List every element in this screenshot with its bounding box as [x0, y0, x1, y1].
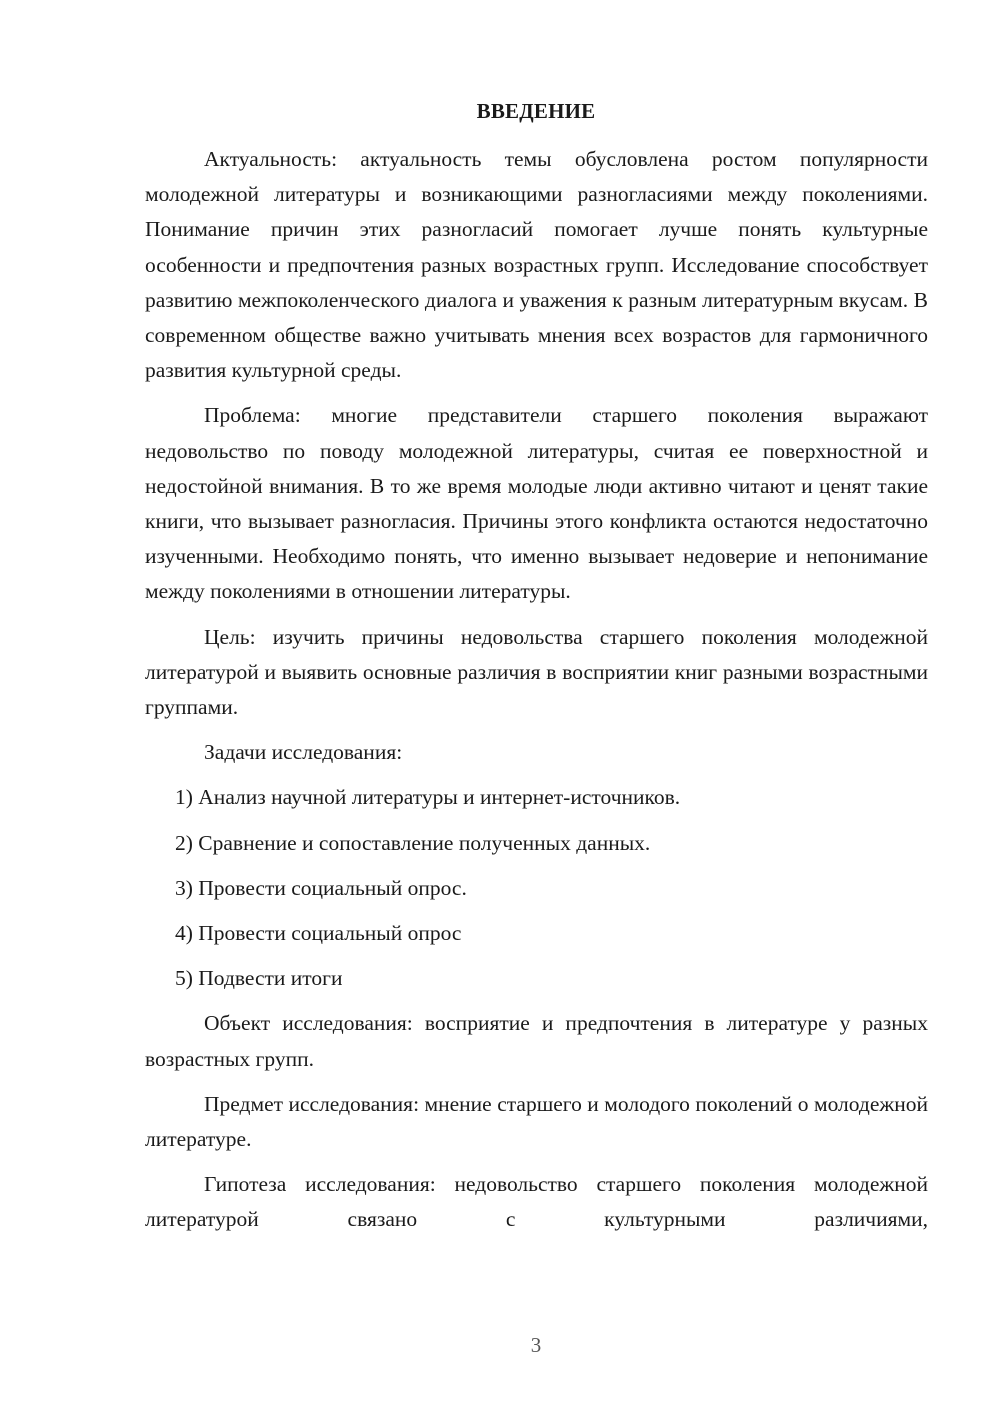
body-content [145, 142, 928, 1248]
page-heading: ВВЕДЕНИЕ [476, 99, 596, 123]
task-item: 1) Анализ научной литературы и интернет-источников. [175, 785, 681, 810]
object-paragraph: Объект исследования: восприятие и предпочтения в литературе у разных возрастных групп. [145, 1011, 928, 1071]
tasks-heading: Задачи исследования: [204, 740, 403, 765]
page-number: 3 [530, 1333, 542, 1357]
task-item: 4) Провести социальный опрос [175, 921, 462, 946]
task-item: 3) Провести социальный опрос. [175, 875, 467, 900]
problem-paragraph: Проблема: многие представители старшего поколения выражают недовольство по поводу молодежной литературы, считая ее поверхностной и недостойной внимания. В то же время молодые люди активно читают и ценят такие книги, что вызывает разногласия. Причины этого конфликта остаются недостаточно изученными. Необходимо понять, что именно вызывает недоверие и непонимание между поколениями в отношении литературы. [145, 403, 928, 604]
task-item: 2) Сравнение и сопоставление полученных данных. [175, 830, 651, 855]
subject-paragraph: Предмет исследования: мнение старшего и молодого поколений о молодежной литературе. [145, 1091, 928, 1152]
goal-paragraph: Цель: изучить причины недовольства старшего поколения молодежной литературой и выявить основные различия в восприятии книг разными возрастными группами. [145, 624, 928, 720]
task-item: 5) Подвести итоги [175, 966, 343, 991]
relevance-paragraph: Актуальность: актуальность темы обусловлена ростом популярности молодежной литературы и возникающими разногласиями между поколениями. Понимание причин этих разногласий помогает лучше понять культурные особенности и предпочтения разных возрастных групп. Исследование способствует развитию межпоколенческого диалога и уважения к разным литературным вкусам. В современном обществе важно учитывать мнения всех возрастов для гармоничного развития культурной среды. [145, 147, 928, 383]
hypothesis-paragraph: Гипотеза исследования: недовольство старшего поколения молодежной литературой связано с культурными различиями, [145, 1172, 928, 1232]
tasks-list [145, 780, 928, 996]
